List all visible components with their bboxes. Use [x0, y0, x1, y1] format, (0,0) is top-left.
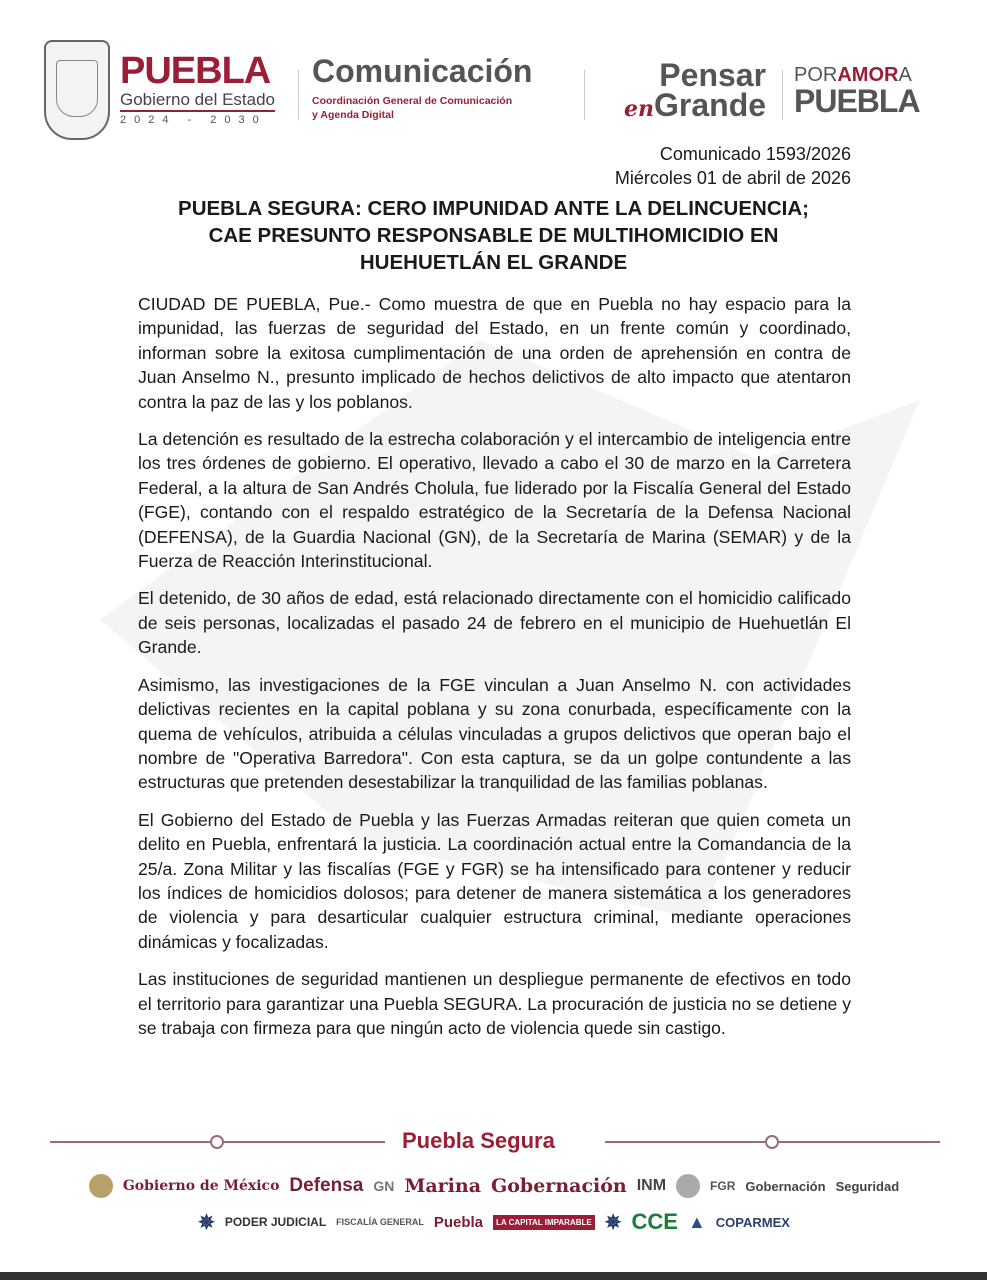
years-label: 2024 - 2030	[120, 114, 267, 126]
bottom-bar	[0, 1272, 987, 1280]
police-star-icon: ✵	[198, 1211, 215, 1234]
por: POR	[794, 64, 838, 86]
paragraph: El Gobierno del Estado de Puebla y las Fuerzas Armadas reiteran que quien cometa un delito en Puebla, enfrentará la justicia. La coordinación actual entre la Comandancia de la 25/a. Zona Militar y las fiscalías (FGE y FGR) se ha intensificado para contener y reducir los índices de homicidios dolosos; para detener de manera sistemática a los generadores de violencia y para desarticular cualquier estructura criminal, mediante operaciones dinámicas y focalizadas.	[138, 809, 851, 952]
comunicacion-subtitle	[312, 94, 512, 122]
logo-gn: GN	[373, 1178, 395, 1194]
circle-ornament	[210, 1135, 224, 1149]
logo-cce: CCE	[631, 1209, 678, 1234]
paragraph: Asimismo, las investigaciones de la FGE vinculan a Juan Anselmo N. con actividades delictivas recientes en la capital poblana y su zona conurbada, específicamente con la quema de vehículos, atribuida a células vinculadas a grupos delictivos que operan bajo el nombre de "Operativa Barredora". Con esta captura, se da un golpe contundente a las estructuras que pretenden desestabilizar la tranquilidad de las familias poblanas.	[138, 674, 851, 793]
state-seal-logo	[44, 40, 110, 140]
headline-line: PUEBLA SEGURA: CERO IMPUNIDAD ANTE LA DELINCUENCIA;	[178, 197, 809, 220]
amor: AMOR	[837, 64, 899, 86]
partner-logos-row-1	[48, 1170, 940, 1202]
paragraph: La detención es resultado de la estrecha colaboración y el intercambio de inteligencia entre los tres órdenes de gobierno. El operativo, llevado a cabo el 30 de marzo en la Carretera Federal, a la altura de San Andrés Cholula, fue liderado por la Fiscalía General del Estado (FGE), contando con el respaldo estratégico de la Secretaría de la Defensa Nacional (DEFENSA), de la Guardia Nacional (GN), de la Secretaría de Marina (SEMAR) y de la Fuerza de Reacción Interinstitucional.	[138, 429, 851, 572]
capital-imparable-badge: LA CAPITAL IMPARABLE	[493, 1215, 595, 1230]
gobierno-label: Gobierno del Estado	[120, 90, 275, 112]
mexico-seal-icon	[89, 1174, 113, 1198]
divider	[298, 70, 299, 120]
police-star-icon: ✵	[604, 1211, 622, 1234]
headline	[100, 195, 887, 276]
por-amor-a-puebla-logo	[794, 64, 920, 119]
logo-coparmex: COPARMEX	[715, 1214, 790, 1230]
grande: Grande	[654, 87, 767, 123]
release-meta	[615, 142, 851, 190]
puebla-logo: PUEBLA	[120, 50, 271, 92]
header	[44, 40, 944, 140]
partner-logos-row-2	[48, 1208, 940, 1236]
sub1: Coordinación General de Comunicación	[312, 95, 513, 107]
headline-line: HUEHUETLÁN EL GRANDE	[359, 251, 628, 274]
paragraph: Las instituciones de seguridad mantienen un despliegue permanente de efectivos en todo el territorio para garantizar una Puebla SEGURA. La procuración de justicia no se detiene y se trabaja con firmeza para que ningún acto de violencia quede sin castigo.	[138, 969, 851, 1038]
sub2: y Agenda Digital	[312, 109, 394, 121]
logo-marina: Marina	[404, 1175, 482, 1197]
logo-gobierno-mexico: Gobierno de México	[122, 1178, 280, 1194]
logo-fiscalia: FISCALÍA GENERAL	[336, 1217, 424, 1227]
divider	[782, 70, 783, 120]
pensar-en-grande-logo	[624, 57, 767, 124]
logo-inm: INM	[636, 1177, 667, 1194]
logo-fgr: FGR	[710, 1179, 736, 1193]
comunicacion-logo: Comunicación	[312, 53, 533, 89]
coparmex-icon: ▲	[687, 1211, 706, 1232]
divider	[584, 70, 585, 120]
a: A	[898, 64, 912, 86]
seal-icon	[676, 1174, 700, 1198]
logo-puebla-capital: Puebla	[433, 1213, 484, 1231]
release-date: Miércoles 01 de abril de 2026	[614, 168, 851, 188]
logo-gobernacion-2: Gobernación	[745, 1178, 826, 1194]
logo-defensa: Defensa	[289, 1175, 364, 1196]
logo-seguridad: Seguridad	[835, 1178, 900, 1194]
puebla: PUEBLA	[794, 83, 920, 119]
en: en	[624, 96, 654, 122]
puebla-segura-label: Puebla Segura	[402, 1128, 555, 1153]
pensar: Pensar	[659, 57, 767, 93]
paragraph: CIUDAD DE PUEBLA, Pue.- Como muestra de que en Puebla no hay espacio para la impunidad, las fuerzas de seguridad del Estado, en un frente común y coordinado, informan sobre la exitosa cumplimentación de una orden de aprehensión en contra de Juan Anselmo N., presunto implicado de hechos delictivos de alto impacto que atentaron contra la paz de las y los poblanos.	[138, 294, 851, 412]
paragraph: El detenido, de 30 años de edad, está relacionado directamente con el homicidio calificado de seis personas, localizadas el pasado 24 de febrero en el municipio de Huehuetlán El Grande.	[138, 588, 851, 658]
release-number: Comunicado 1593/2026	[659, 144, 851, 164]
logo-poder-judicial: PODER JUDICIAL	[224, 1215, 327, 1229]
logo-gobernacion: Gobernación	[491, 1175, 627, 1197]
puebla-segura-band	[50, 1128, 940, 1158]
headline-line: CAE PRESUNTO RESPONSABLE DE MULTIHOMICIDIO EN	[208, 224, 779, 247]
article-body	[138, 292, 851, 1053]
circle-ornament	[765, 1135, 779, 1149]
